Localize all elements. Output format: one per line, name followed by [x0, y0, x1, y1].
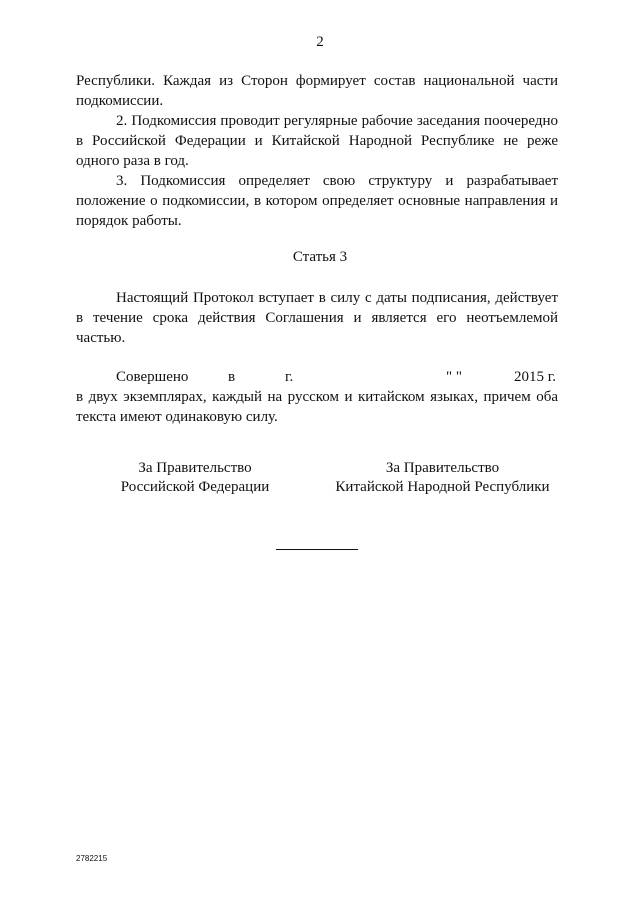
signature-right-line1: За Правительство — [385, 460, 500, 476]
done-g: г. — [285, 369, 294, 385]
continuation-paragraphs — [76, 71, 558, 231]
done-line — [76, 367, 558, 387]
done-year: 2015 г. — [514, 369, 556, 385]
article-heading: Статья 3 — [292, 249, 348, 265]
end-rule — [276, 549, 358, 550]
done-rest: в двух экземплярах, каждый на русском и китайском языках, причем оба текста имеют одинаковую силу. — [76, 389, 558, 425]
signature-right-line2: Китайской Народной Республики — [335, 479, 550, 495]
page-number: 2 — [316, 34, 324, 50]
signature-left-line1: За Правительство — [138, 460, 252, 476]
article-3-paragraph: Настоящий Протокол вступает в силу с даты подписания, действует в течение срока действия Соглашения и является его неотъемлемой частью. — [76, 290, 558, 346]
done-quotes: " " — [446, 369, 462, 385]
signature-block-russia — [110, 459, 280, 497]
done-rest-block — [76, 387, 558, 427]
done-in: в — [228, 369, 236, 385]
footer-code: 2782215 — [76, 854, 108, 863]
article-3-body — [76, 288, 558, 348]
signature-block-china — [330, 459, 555, 497]
signature-left-line2: Российской Федерации — [120, 479, 270, 495]
paragraph-3: 3. Подкомиссия определяет свою структуру и разрабатывает положение о подкомиссии, в котором определяет основные направления и порядок работы. — [76, 173, 558, 229]
paragraph-2: 2. Подкомиссия проводит регулярные рабочие заседания поочередно в Российской Федерации и Китайской Народной Республике не реже одного раза в год. — [76, 113, 558, 169]
paragraph-continuation: Республики. Каждая из Сторон формирует состав национальной части подкомиссии. — [76, 73, 558, 109]
done-word: Совершено — [116, 369, 189, 385]
